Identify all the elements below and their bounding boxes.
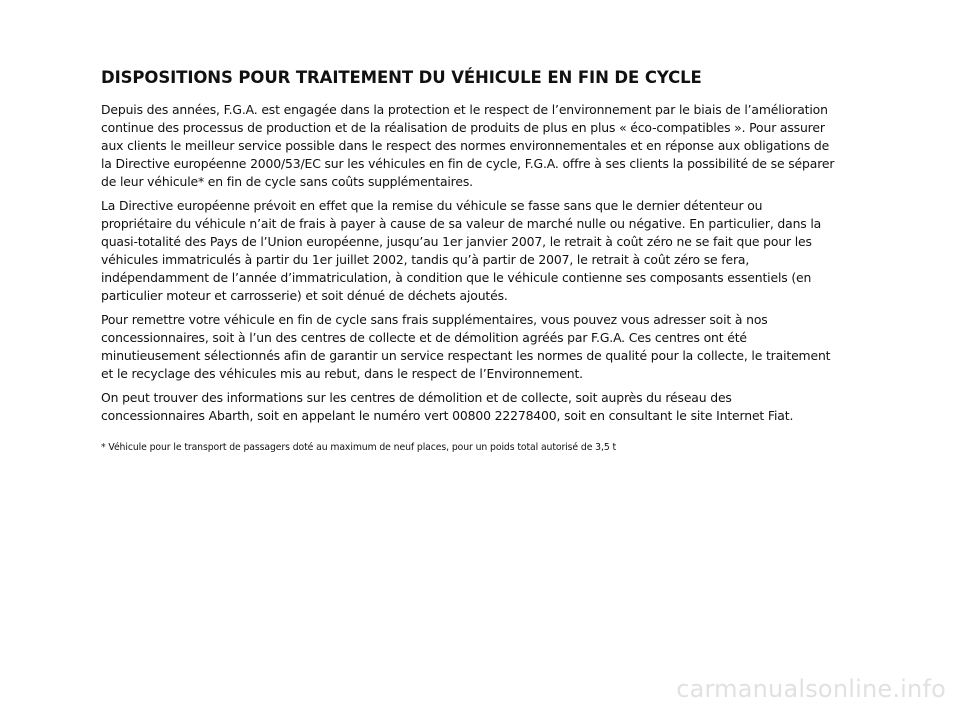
paragraph-intro: Depuis des années, F.G.A. est engagée dans la protection et le respect de l’environnement par le biais de l’amélioration continue des processus de production et de la réalisation de produits de plus en plus « éco-compatibles ». Pour assurer aux clients le meilleur service possible dans le respect des normes environnementales et en réponse aux obligations de la Directive européenne 2000/53/EC sur les véhicules en fin de cycle, F.G.A. offre à ses clients la possibilité de se séparer de leur véhicule* en fin de cycle sans coûts supplémentaires.: [101, 102, 835, 189]
paragraph-directive: La Directive européenne prévoit en effet que la remise du véhicule se fasse sans que le dernier détenteur ou propriétaire du véhicule n’ait de frais à payer à cause de sa valeur de marché nulle ou négative. En particulier, dans la quasi-totalité des Pays de l’Union européenne, jusqu’au 1er janvier 2007, le retrait à coût zéro ne se fait que pour les véhicules immatriculés à partir du 1er juillet 2002, tandis qu’à partir de 2007, le retrait à coût zéro se fera, indépendamment de l’année d’immatriculation, à condition que le véhicule contienne ses composants essentiels (en particulier moteur et carrosserie) et soit dénué de déchets ajoutés.: [101, 198, 822, 303]
page-title: DISPOSITIONS POUR TRAITEMENT DU VÉHICULE EN FIN DE CYCLE: [101, 68, 702, 87]
document-page: [101, 66, 836, 464]
paragraph-information: On peut trouver des informations sur les centres de démolition et de collecte, soit auprès du réseau des concessionnaires Abarth, soit en appelant le numéro vert 00800 22278400, soit en consultant le site Internet Fiat.: [101, 390, 794, 423]
paragraph-return-vehicle: Pour remettre votre véhicule en fin de cycle sans frais supplémentaires, vous pouvez vous adresser soit à nos concessionnaires, soit à l’un des centres de collecte et de démolition agréés par F.G.A. Ces centres ont été minutieusement sélectionnés afin de garantir un service respectant les normes de qualité pour la collecte, le traitement et le recyclage des véhicules mis au rebut, dans le respect de l’Environnement.: [101, 312, 831, 381]
footnote: * Véhicule pour le transport de passagers doté au maximum de neuf places, pour un poids total autorisé de 3,5 t: [101, 442, 617, 453]
watermark: carmanualsonline.info: [676, 675, 946, 703]
